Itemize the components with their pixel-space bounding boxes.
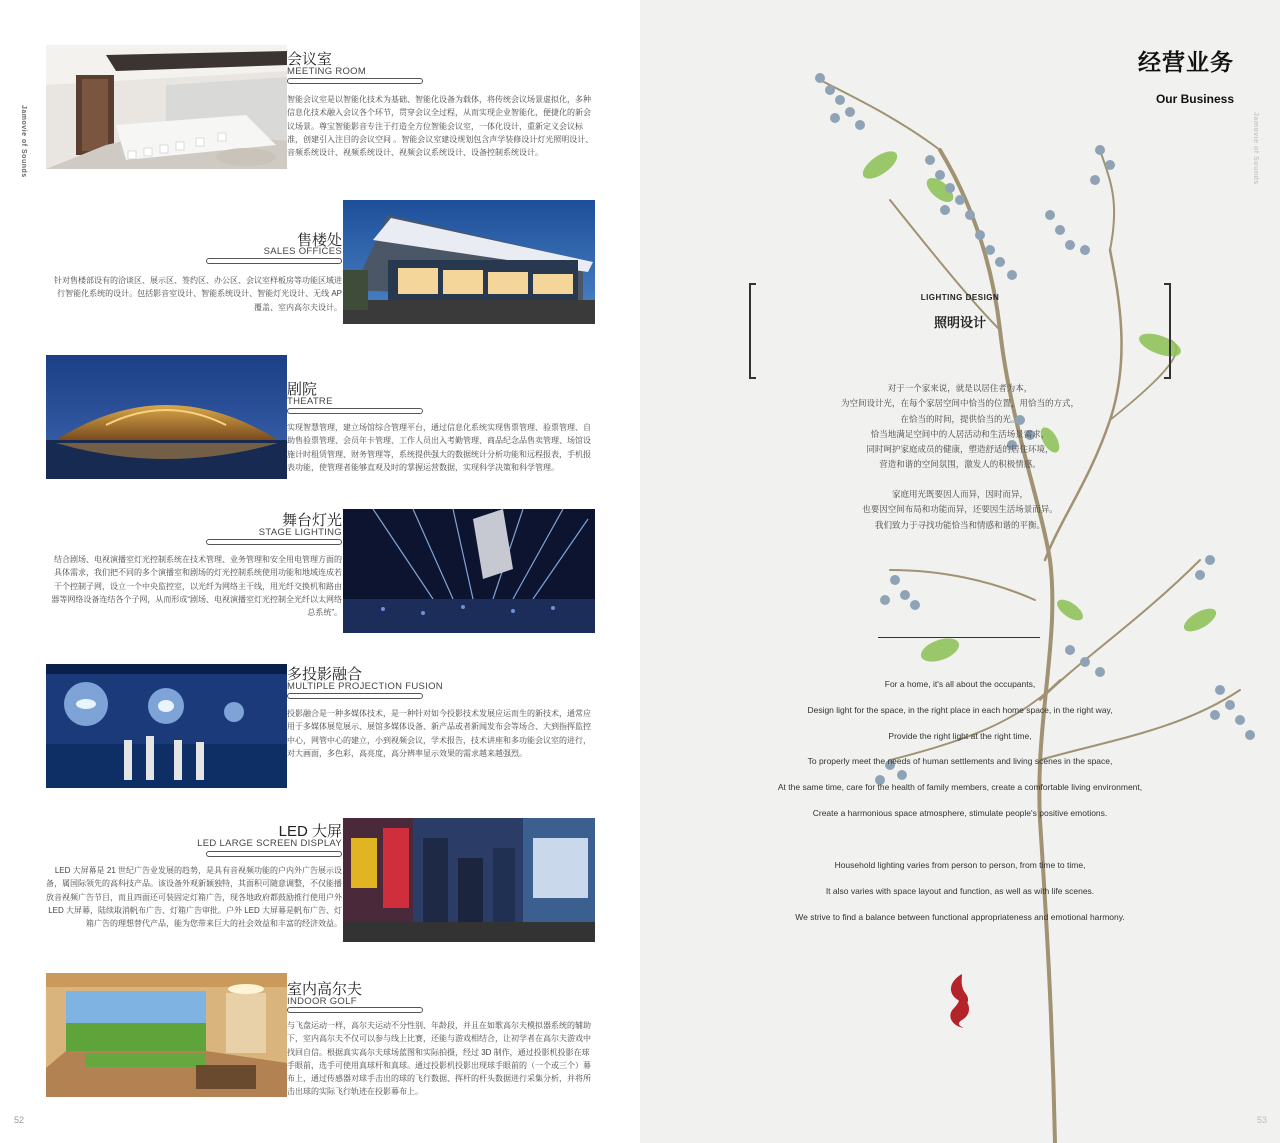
title-underline [287,78,423,84]
text-line: We strive to find a balance between functional appropriateness and emotional harmony. [795,911,1125,922]
section-title: 多投影融合 [287,666,363,683]
title-underline [287,408,423,414]
en-paragraph-1 [640,672,1280,827]
section-description: 智能会议室是以智能化技术为基础、智能化设备为载体，将传统会议场景虚拟化，多种信息化技术融入会议各个环节，贯穿会议全过程，从而实现企业智能化，便捷化的新会议场景。尊宝智能影音专注于打造全方位智能会议室，一体化设计，重新定义会议标准，创建引入注目的会议空间 。智能会议室建设规划包含声学装修设计灯光照明设计、音频系统设计、视频系统设计、视频会议系统设计、设备控制系统设计。 [287,95,594,158]
section-subtitle: MULTIPLE PROJECTION FUSION [287,681,443,692]
text-line: 我们致力于寻找功能恰当和情感和谐的平衡。 [874,519,1045,530]
title-underline [206,258,342,264]
section-title: 会议室 [287,51,333,68]
section-subtitle: SALES OFFICES [263,246,342,257]
section-title: 室内高尔夫 [287,981,363,998]
section-description: LED 大屏幕是 21 世纪广告业发展的趋势，是具有音视频功能的户内外广告展示设备，属国际领先的高科技产品。该设备外观新颖独特，其面积可随意调整，不仅能播放音视频广告节目，而且四面还可装固定灯箱广告，现各地政府都鼓励推行使用户外 LED 大屏幕，陆续取消帆布广告、灯箱广告审批。户外 LED 大屏幕是帆布广告、灯箱广告的理想替代产品，能为您带来巨大的社会效益和丰富的经济效益。 [46,866,342,929]
side-label: Jamovie of Sounds [1252,112,1259,185]
title-underline [206,539,342,545]
page-subtitle: Our Business [1155,92,1234,106]
lighting-design-label: LIGHTING DESIGN [920,293,1000,302]
text-line: Create a harmonious space atmosphere, stimulate people's positive emotions. [812,807,1108,818]
section-title: LED 大屏 [278,823,342,840]
section-title: 售楼处 [296,232,342,249]
sales-office-photo [343,200,595,324]
section-title: 舞台灯光 [281,512,342,529]
section-subtitle: INDOOR GOLF [287,996,357,1007]
stage-lighting-photo [343,509,595,633]
text-line: 对于一个家来说，就是以居住者为本， [887,383,1033,393]
lighting-design-title: 照明设计 [933,315,986,330]
text-line: 在恰当的时间，提供恰当的光。 [900,413,1020,424]
text-line: Design light for the space, in the right place in each home space, in the right way, [807,704,1113,715]
indoor-golf-photo [46,973,287,1097]
section-description: 结合剧场、电视演播室灯光控制系统在技术管理、业务管理和安全用电管理方面的具体需求，我们把不同的多个演播室和剧场的灯光控制系统使用功能和地域连成若干个控制子网，设立一个中央监控室，以光纤为网络主干线，用光纤交换机和路由器等网络设备连结各个子网，从而形成“剧场、电视演播室灯光控制全光纤以太网络总系统”。 [51,555,342,618]
text-line: Household lighting varies from person to person, from time to time, [834,860,1086,870]
text-line: 也要因空间布局和功能而异，还要因生活场景而异。 [862,504,1058,515]
projection-fusion-photo [46,664,287,788]
section-description: 实现智慧管理，建立场馆综合管理平台，通过信息化系统实现售票管理、验票管理、自助售验票管理、会员年卡管理、工作人员出入考勤管理、商品纪念品售卖管理、场馆设施计时租赁管理、财务管理等，系统提供强大的数据统计分析功能和远程报表，手机报表功能，使管理者能够直观及时的掌握运营数据，实现科学决策和科学管理。 [287,423,591,472]
divider [878,637,1040,638]
section-subtitle: THEATRE [287,396,333,407]
title-underline [287,693,423,699]
title-underline [206,851,342,857]
page-number: 52 [14,1115,25,1125]
text-line: To properly meet the needs of human settlements and living scenes in the space, [807,756,1113,767]
right-page [640,0,1280,1143]
text-line: 家庭用光既要因人而异，因时而异， [891,489,1028,499]
meeting-room-photo [46,45,287,169]
en-paragraph-2 [640,853,1280,930]
section-description: 投影融合是一种多媒体技术，是一种针对如今投影技术发展应运而生的新技术，通常应用于多媒体展览展示、展馆多媒体设备、新产品或者新闻发布会等场合、大到指挥监控中心，网管中心的建立，小到视频会议，学术报告，技术讲座和多功能会议室的进行，对大画面，多色彩，高亮度，高分辨率显示效果的需求越来越强烈。 [287,709,591,758]
section-description: 与飞盘运动一样，高尔夫运动不分性别、年龄段，并且在如歌高尔夫模拟器系统的辅助下，室内高尔夫不仅可以参与线上比赛，还能与游戏相结合，让初学者在高尔夫游戏中找回自信。根据真实高尔夫球场蓝图和实际拍摄，经过 3D 制作，通过投影机投影在球手眼前，选手可使用真球杆和真球。通过投影机投影出现球手眼前的（一个或三个）幕布上，通过传感器对球手击出的球的飞行数据、挥杆的杆头数据进行采集分析，并将所击出球的实际飞行轨迹在投影幕布上。 [287,1021,591,1097]
zh-paragraph-2 [640,487,1280,533]
section-subtitle: MEETING ROOM [287,66,367,77]
section-description: 针对售楼部设有的洽谈区、展示区、签约区、办公区、会议室样板房等功能区域进行智能化系统的设计。包括影音室设计、智能系统设计、智能灯光设计、无线 AP 覆盖、室内高尔夫设计。 [54,276,342,312]
brand-logo [942,972,978,1028]
text-line: At the same time, care for the health of family members, create a comfortable living environment, [777,782,1143,793]
text-line: 营造和谐的空间氛围，激发人的积极情感。 [879,459,1041,470]
title-underline [287,1007,423,1013]
theatre-photo [46,355,287,479]
zh-paragraph-1 [640,381,1280,473]
text-line: 为空间设计光，在每个家居空间中恰当的位置，用恰当的方式， [840,398,1079,409]
led-screen-photo [343,818,595,942]
section-subtitle: LED LARGE SCREEN DISPLAY [197,838,342,849]
page-number: 53 [1257,1115,1268,1125]
text-line: It also varies with space layout and function, as well as with life scenes. [825,885,1095,896]
page-title: 经营业务 [1138,49,1234,75]
text-line: Provide the right light at the right time, [888,730,1032,741]
side-label: Jamovie of Sounds [20,105,27,178]
text-line: 同时呵护家庭成员的健康，塑造舒适的居住环境， [866,444,1054,455]
text-line: 恰当地满足空间中的人居活动和生活场景需求， [870,428,1050,439]
section-subtitle: STAGE LIGHTING [258,527,342,538]
section-title: 剧院 [287,381,318,398]
text-line: For a home, it's all about the occupants, [884,679,1036,689]
